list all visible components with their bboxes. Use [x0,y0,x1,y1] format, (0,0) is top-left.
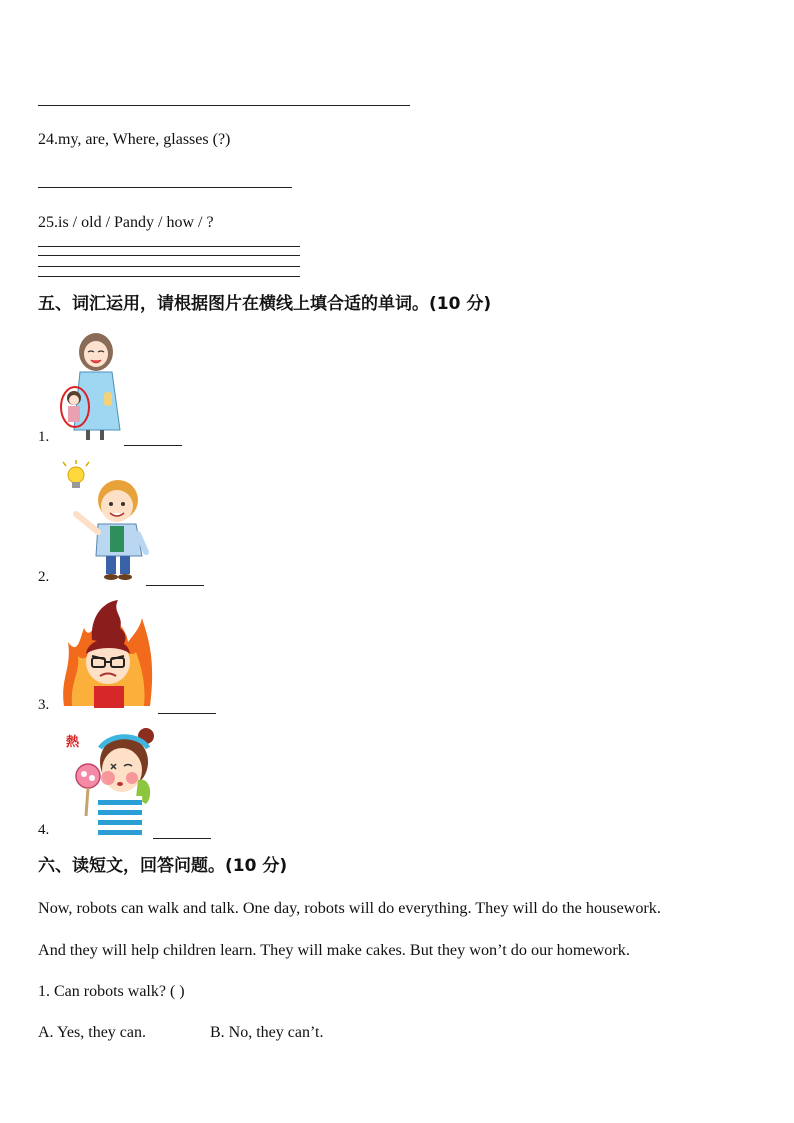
boy-with-idea-picture [62,460,150,584]
hot-label: 熱 [66,735,80,750]
option-b: B. No, they can’t. [210,1024,324,1041]
answer-line-25c [38,266,300,267]
answer-line-25b [38,255,300,256]
item-3-number: 3. [38,697,50,713]
answer-line-23 [38,105,410,106]
answer-line-25a [38,246,300,247]
item-2-number: 2. [38,569,50,585]
item-2-blank[interactable] [146,585,204,586]
item-1-blank[interactable] [124,445,182,446]
question-25: 25.is / old / Pandy / how / ? [38,214,214,231]
mother-and-child-picture [58,330,128,442]
passage-line-2: And they will help children learn. They will make cakes. But they won’t do our homework. [38,941,630,959]
item-4-number: 4. [38,822,50,838]
question-24: 24.my, are, Where, glasses (?) [38,131,231,148]
item-1-number: 1. [38,429,50,445]
angry-girl-picture [62,598,154,710]
option-a: A. Yes, they can. [38,1024,146,1041]
item-3-blank[interactable] [158,713,216,714]
question-1: 1. Can robots walk? ( ) [38,983,185,1000]
hot-girl-with-fan-picture [64,726,156,838]
passage-line-1: Now, robots can walk and talk. One day, robots will do everything. They will do the housework. [38,899,661,917]
section-5-title: 五、词汇运用，请根据图片在横线上填合适的单词。(10 分) [38,294,492,314]
answer-line-25d [38,276,300,277]
section-6-title: 六、读短文，回答问题。(10 分) [38,856,288,876]
answer-line-24 [38,187,292,188]
item-4-blank[interactable] [153,838,211,839]
